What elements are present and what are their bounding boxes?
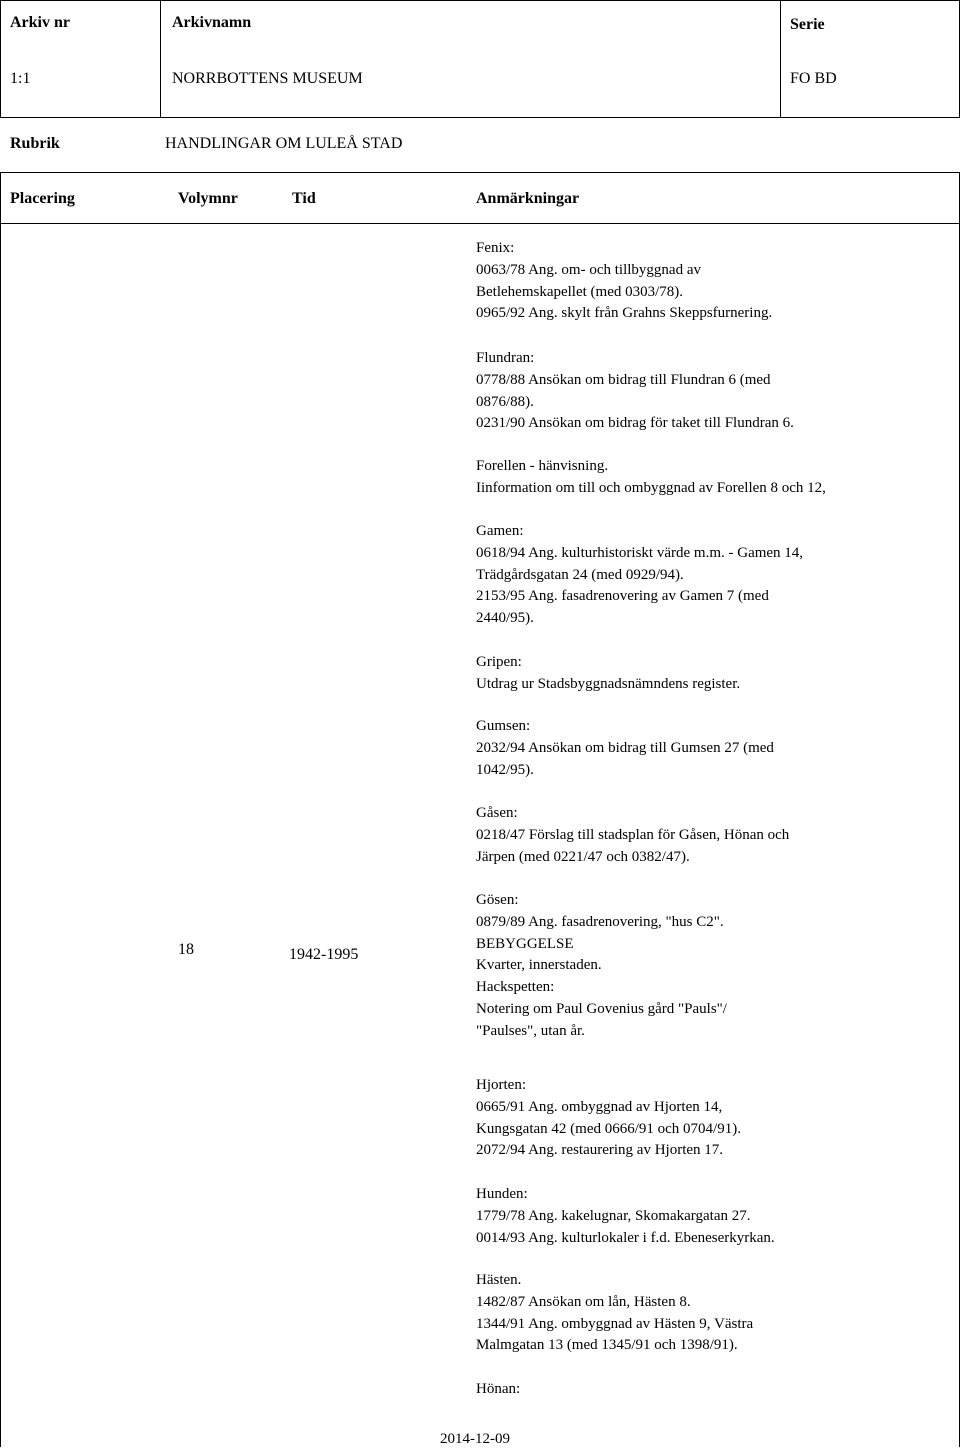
entry-line: Gripen: (476, 654, 522, 670)
entry-line: Iinformation om till och ombyggnad av Forellen 8 och 12, (476, 479, 826, 496)
entry-gripen (476, 652, 740, 696)
entry-line: 0879/89 Ang. fasadrenovering, "hus C2". (476, 913, 724, 930)
entry-line: 2072/94 Ang. restaurering av Hjorten 17. (476, 1142, 724, 1159)
entry-line: 0876/88). (476, 393, 534, 410)
entry-line: Flundran: (476, 350, 535, 366)
entry-line: Gamen: (476, 523, 524, 539)
entry-line: 1344/91 Ang. ombyggnad av Hästen 9, Västra (476, 1315, 754, 1332)
entry-gosen-bebyggelse (476, 890, 727, 1043)
column-tid: Tid (292, 190, 316, 207)
arkivnamn-value: NORRBOTTENS MUSEUM (172, 70, 363, 87)
arkiv-nr-label: Arkiv nr (10, 14, 70, 31)
arkiv-nr-value: 1:1 (10, 70, 31, 87)
entry-gamen (476, 521, 803, 630)
entry-line: Malmgatan 13 (med 1345/91 och 1398/91). (476, 1337, 738, 1354)
entry-line: Hjorten: (476, 1077, 526, 1093)
entry-line: 2440/95). (476, 610, 534, 627)
volymnr-value: 18 (178, 941, 194, 958)
entry-line: 0618/94 Ang. kulturhistoriskt värde m.m. - Gamen 14, (476, 544, 804, 561)
entry-forellen (476, 456, 826, 500)
column-placering: Placering (10, 190, 75, 207)
entry-line: Kungsgatan 42 (med 0666/91 och 0704/91). (476, 1120, 741, 1137)
header-divider-2 (780, 0, 781, 118)
entry-line: Utdrag ur Stadsbyggnadsnämndens register. (476, 675, 741, 692)
entry-line: 0665/91 Ang. ombyggnad av Hjorten 14, (476, 1098, 723, 1115)
entry-line: Gåsen: (476, 805, 518, 821)
entry-line: 0231/90 Ansökan om bidrag för taket till Flundran 6. (476, 415, 794, 432)
entry-line: 0965/92 Ang. skylt från Grahns Skeppsfurnering. (476, 305, 773, 322)
entry-line: Hunden: (476, 1186, 528, 1202)
entry-line: 1482/87 Ansökan om lån, Hästen 8. (476, 1293, 691, 1310)
header-divider-1 (160, 0, 161, 118)
entry-line: Hönan: (476, 1381, 521, 1397)
entry-line: BEBYGGELSE (476, 935, 574, 952)
entry-line: Betlehemskapellet (med 0303/78). (476, 283, 684, 300)
entry-line: Järpen (med 0221/47 och 0382/47). (476, 848, 690, 865)
entry-line: 0014/93 Ang. kulturlokaler i f.d. Ebeneserkyrkan. (476, 1229, 775, 1246)
footer-date: 2014-12-09 (440, 1431, 510, 1447)
entry-line: 1042/95). (476, 761, 534, 778)
entry-line: 0218/47 Förslag till stadsplan för Gåsen, Hönan och (476, 826, 790, 843)
entry-line: 0063/78 Ang. om- och tillbyggnad av (476, 261, 701, 278)
entry-line: 2032/94 Ansökan om bidrag till Gumsen 27 (med (476, 739, 774, 756)
rubrik-value: HANDLINGAR OM LULEÅ STAD (165, 135, 403, 152)
entry-line: Gumsen: (476, 718, 531, 734)
entry-hasten (476, 1270, 753, 1357)
entry-line: Hästen. (476, 1272, 522, 1288)
column-anmarkningar: Anmärkningar (476, 190, 580, 207)
arkivnamn-label: Arkivnamn (172, 14, 252, 31)
rubrik-label: Rubrik (10, 135, 60, 152)
entry-line: Kvarter, innerstaden. (476, 957, 602, 974)
entry-line: Trädgårdsgatan 24 (med 0929/94). (476, 566, 684, 583)
entry-line: Fenix: (476, 240, 515, 256)
entry-line: Hackspetten: (476, 979, 555, 996)
entry-gasen (476, 803, 789, 868)
entry-fenix (476, 238, 772, 325)
entry-flundran (476, 348, 794, 435)
entry-honan (476, 1379, 520, 1401)
serie-value: FO BD (790, 70, 837, 87)
serie-label: Serie (790, 16, 825, 33)
entry-line: Notering om Paul Govenius gård "Pauls"/ (476, 1000, 727, 1017)
entry-line: 2153/95 Ang. fasadrenovering av Gamen 7 (med (476, 588, 769, 605)
entry-line: 0778/88 Ansökan om bidrag till Flundran 6 (med (476, 371, 771, 388)
entry-line: "Paulses", utan år. (476, 1022, 585, 1039)
entry-line: Forellen - hänvisning. (476, 458, 609, 474)
entry-line: 1779/78 Ang. kakelugnar, Skomakargatan 27. (476, 1207, 751, 1224)
entry-gumsen (476, 716, 774, 781)
tid-value: 1942-1995 (289, 946, 359, 963)
column-volymnr: Volymnr (178, 190, 238, 207)
entry-hjorten (476, 1075, 741, 1162)
entry-hunden (476, 1184, 775, 1249)
entry-line: Gösen: (476, 892, 519, 908)
